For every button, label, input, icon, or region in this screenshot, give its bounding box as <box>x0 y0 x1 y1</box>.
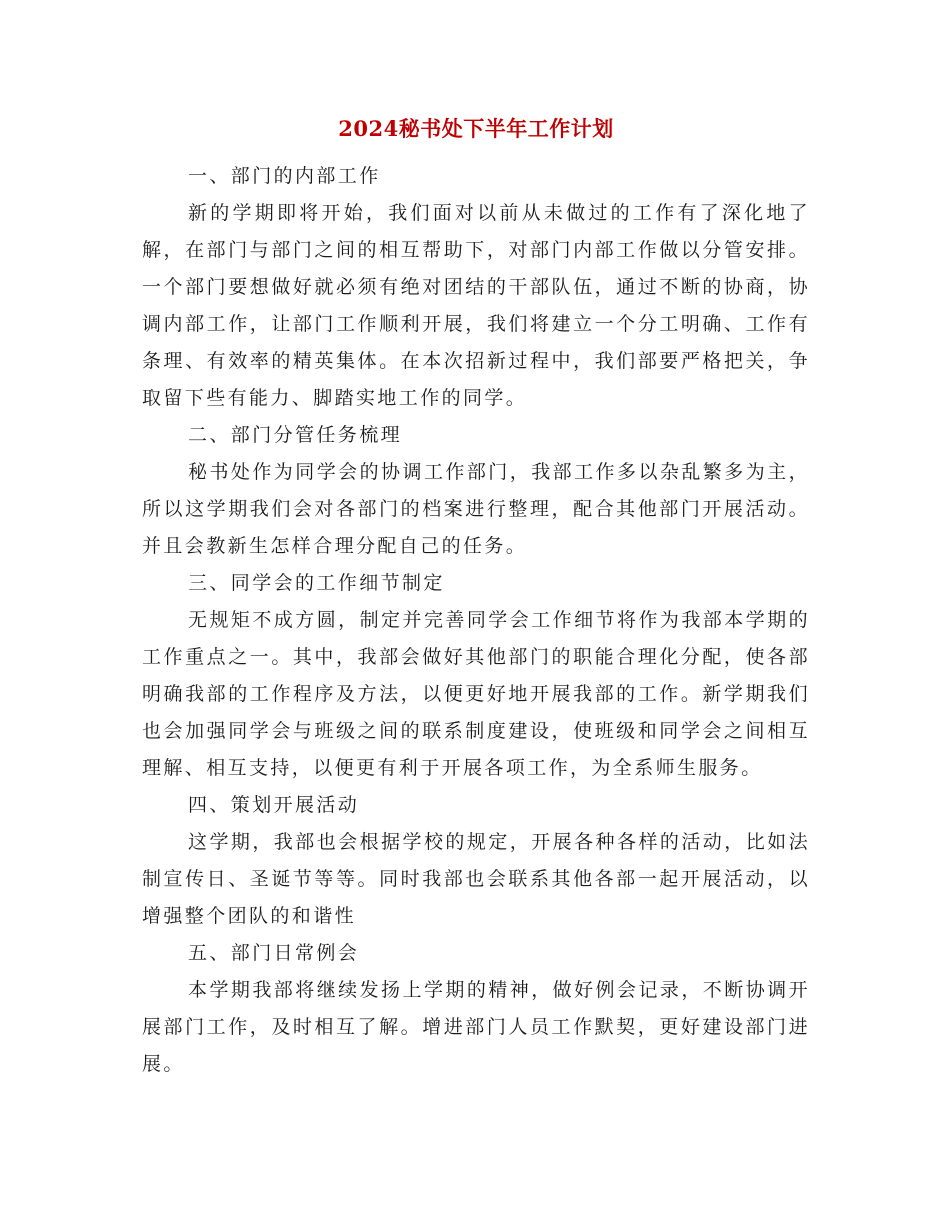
section-heading: 三、同学会的工作细节制定 <box>188 572 445 594</box>
section-body: 秘书处作为同学会的协调工作部门，我部工作多以杂乱繁多为主，所以这学期我们会对各部门的档案进行整理，配合其他部门开展活动。并且会教新生怎样合理分配自己的任务。 <box>142 461 810 557</box>
section-heading: 一、部门的内部工作 <box>188 165 381 187</box>
section-2 <box>142 417 810 565</box>
section-5 <box>142 935 810 1083</box>
section-body: 本学期我部将继续发扬上学期的精神，做好例会记录，不断协调开展部门工作，及时相互了解。增进部门人员工作默契，更好建设部门进展。 <box>142 979 810 1075</box>
section-heading: 四、策划开展活动 <box>188 794 360 816</box>
section-1 <box>142 158 810 417</box>
section-heading: 五、部门日常例会 <box>188 942 360 964</box>
section-heading: 二、部门分管任务梳理 <box>188 424 403 446</box>
section-body: 这学期，我部也会根据学校的规定，开展各种各样的活动，比如法制宣传日、圣诞节等等。同时我部也会联系其他各部一起开展活动，以增强整个团队的和谐性 <box>142 831 810 927</box>
section-3 <box>142 565 810 787</box>
section-body: 无规矩不成方圆，制定并完善同学会工作细节将作为我部本学期的工作重点之一。其中，我部会做好其他部门的职能合理化分配，使各部明确我部的工作程序及方法，以便更好地开展我部的工作。新学期我们也会加强同学会与班级之间的联系制度建设，使班级和同学会之间相互理解、相互支持，以便更有利于开展各项工作，为全系师生服务。 <box>142 609 810 779</box>
section-4 <box>142 787 810 935</box>
document-title: 2024秘书处下半年工作计划 <box>338 116 614 141</box>
section-body: 新的学期即将开始，我们面对以前从未做过的工作有了深化地了解，在部门与部门之间的相互帮助下，对部门内部工作做以分管安排。一个部门要想做好就必须有绝对团结的干部队伍，通过不断的协商，协调内部工作，让部门工作顺利开展，我们将建立一个分工明确、工作有条理、有效率的精英集体。在本次招新过程中，我们部要严格把关，争取留下些有能力、脚踏实地工作的同学。 <box>142 202 810 409</box>
